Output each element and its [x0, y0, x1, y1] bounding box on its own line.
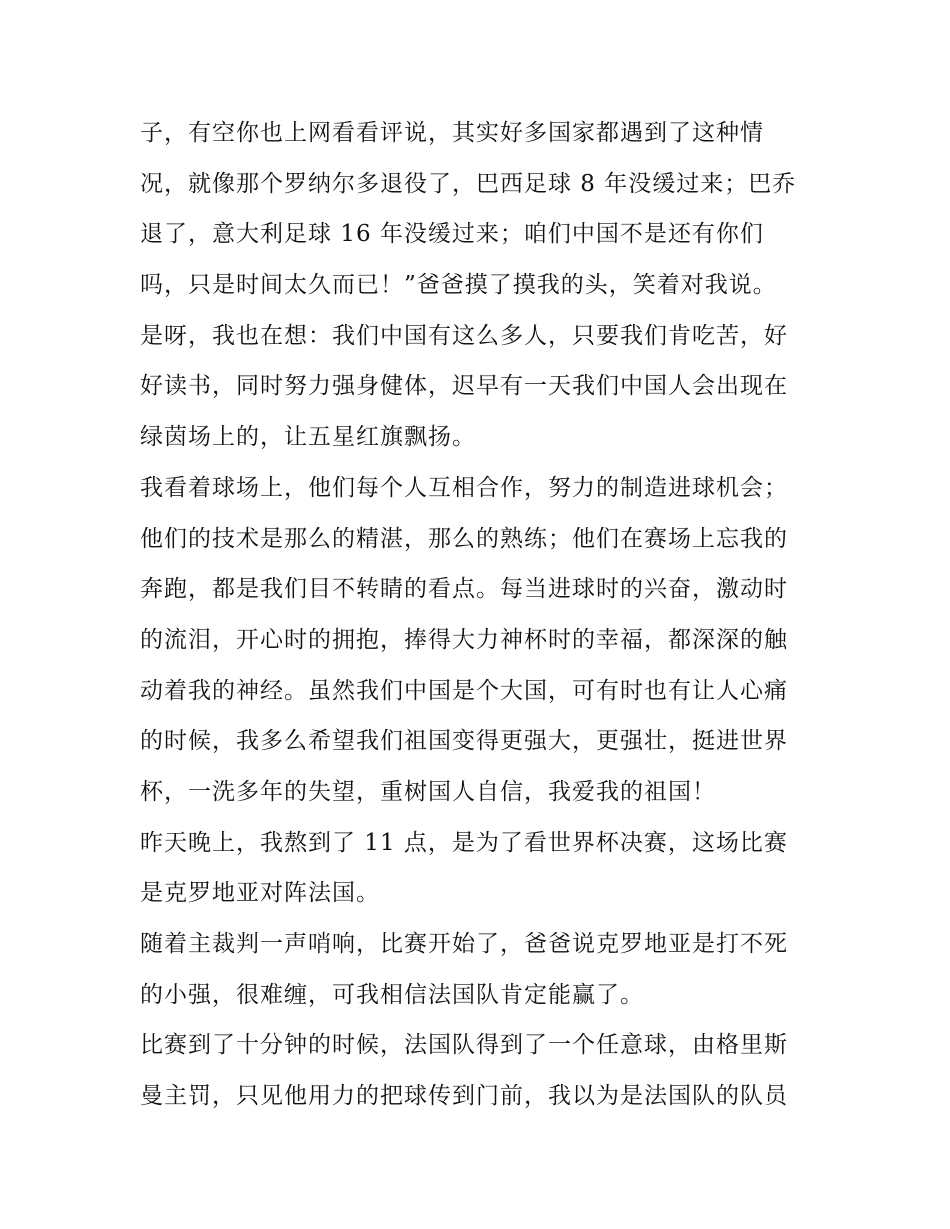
text-line: 奔跑，都是我们目不转睛的看点。每当进球时的兴奋，激动时 — [140, 576, 788, 603]
text-line: 是呀，我也在想：我们中国有这么多人，只要我们肯吃苦，好 — [140, 322, 788, 349]
text-line: 我看着球场上，他们每个人互相合作，努力的制造进球机会； — [140, 474, 788, 501]
text-line: 子，有空你也上网看看评说，其实好多国家都遇到了这种情 — [140, 120, 764, 146]
text-line: 他们的技术是那么的精湛，那么的熟练；他们在赛场上忘我的 — [140, 525, 788, 552]
text-line: 况，就像那个罗纳尔多退役了，巴西足球 8 年没缓过来；巴乔 — [140, 170, 797, 197]
text-line: 昨天晚上，我熬到了 11 点，是为了看世界杯决赛，这场比赛 — [140, 829, 788, 856]
document-body-text — [140, 108, 812, 1122]
text-line: 动着我的神经。虽然我们中国是个大国，可有时也有让人心痛 — [140, 677, 788, 704]
text-line: 的时候，我多么希望我们祖国变得更强大，更强壮，挺进世界 — [140, 728, 788, 755]
text-line: 杯，一洗多年的失望，重树国人自信，我爱我的祖国！ — [140, 778, 716, 805]
text-line: 绿茵场上的，让五星红旗飘扬。 — [140, 424, 476, 451]
text-line: 的小强，很难缠，可我相信法国队肯定能赢了。 — [140, 981, 644, 1008]
text-line: 比赛到了十分钟的时候，法国队得到了一个任意球，由格里斯 — [140, 1032, 788, 1059]
text-line: 的流泪，开心时的拥抱，捧得大力神杯时的幸福，都深深的触 — [140, 626, 788, 653]
text-line: 吗，只是时间太久而已！”爸爸摸了摸我的头，笑着对我说。 — [140, 272, 777, 299]
text-line: 好读书，同时努力强身健体，迟早有一天我们中国人会出现在 — [140, 373, 788, 400]
text-line: 退了，意大利足球 16 年没缓过来；咱们中国不是还有你们 — [140, 221, 764, 248]
text-line: 曼主罚，只见他用力的把球传到门前，我以为是法国队的队员 — [140, 1083, 788, 1110]
text-line: 随着主裁判一声哨响，比赛开始了，爸爸说克罗地亚是打不死 — [140, 931, 788, 957]
text-line: 是克罗地亚对阵法国。 — [140, 880, 380, 907]
